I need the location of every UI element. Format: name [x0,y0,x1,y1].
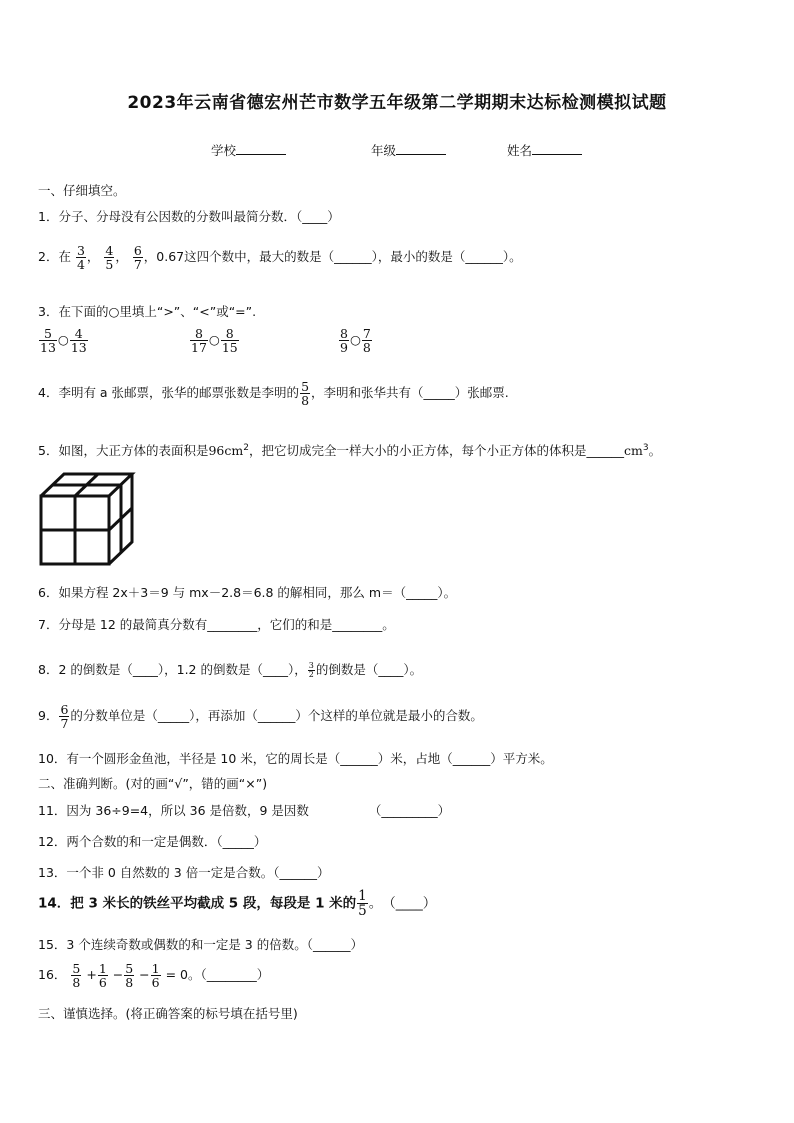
question-6: 6．如果方程 2x＋3＝9 与 mx－2.8＝6.8 的解相同，那么 m＝（_____）。 [38,585,457,600]
section-heading-3: 三、谨慎选择。(将正确答案的标号填在括号里) [38,1006,298,1021]
name-blank[interactable] [532,142,582,155]
fraction: $\frac{3}{4}$ [76,243,85,273]
fraction: $\frac{5}{8}$ [72,961,81,991]
fraction: $\frac{3}{2}$ [308,660,314,679]
compare-pair-2: $\frac{8}{17}$ ○ $\frac{8}{15}$ [191,326,238,356]
question-5: 5．如图，大正方体的表面积是$96cm^2$，把它切成完全一样大小的小正方体，每个小正方体的体积是$\_\_\_\_\_\_cm^3$。 [38,442,662,458]
fraction: $\frac{5}{8}$ [125,961,134,991]
grade-label: 年级 [371,143,397,158]
question-14: 14．把 3 米长的铁丝平均截成 5 段，每段是 1 米的 $\frac{1}{5}$ 。 （____） [38,888,437,920]
q2-prefix: 2．在 [38,249,71,265]
cube-figure [38,469,138,569]
fraction: $\frac{5}{8}$ [301,379,310,409]
question-9: 9． $\frac{6}{7}$ 的分数单位是（_____），再添加（______）个这样的单位就是最小的合数。 [38,702,483,732]
section-heading-2: 二、准确判断。(对的画“√”，错的画“×”) [38,776,268,791]
question-4: 4．李明有 a 张邮票，张华的邮票张数是李明的 $\frac{5}{8}$ ，李明和张华共有（_____）张邮票. [38,379,509,409]
question-10: 10．有一个圆形金鱼池，半径是 10 米，它的周长是（______）米，占地（______）平方米。 [38,751,553,766]
compare-pair-3: $\frac{8}{9}$ ○ $\frac{7}{8}$ [340,326,371,356]
question-7: 7．分母是 12 的最简真分数有________，它们的和是________。 [38,617,395,632]
page-title: 2023年云南省德宏州芒市数学五年级第二学期期末达标检测模拟试题 [127,93,667,113]
compare-circle[interactable]: ○ [349,332,361,348]
grade-blank[interactable] [396,142,446,155]
question-12: 12．两个合数的和一定是偶数．（_____） [38,834,267,849]
fraction: $\frac{1}{6}$ [151,961,160,991]
school-label: 学校 [211,143,237,158]
question-15: 15．3 个连续奇数或偶数的和一定是 3 的倍数。（______） [38,937,363,952]
fraction: $\frac{1}{5}$ [358,888,367,920]
fraction: $\frac{6}{7}$ [60,702,69,732]
question-3: 3．在下面的○里填上“>”、“<”或“=”. [38,304,257,319]
school-field [211,141,286,159]
question-13: 13．一个非 0 自然数的 3 倍一定是合数。（______） [38,865,330,880]
section-heading-1: 一、仔细填空。 [38,183,126,198]
question-16: 16． $\frac{5}{8}$ + $\frac{1}{6}$ − $\frac{5}{8}$ − $\frac{1}{6}$ = 0。（________） [38,961,270,991]
question-2: 2．在 $\frac{3}{4}$ ， $\frac{4}{5}$ ， $\frac{6}{7}$ ，0.67这四个数中，最大的数是（______），最小的数是（______）。 [38,243,522,273]
q2-rest: ，0.67这四个数中，最大的数是（______），最小的数是（______）。 [143,249,522,265]
compare-circle[interactable]: ○ [208,332,220,348]
fraction: $\frac{6}{7}$ [133,243,142,273]
compare-pair-1: $\frac{5}{13}$ ○ $\frac{4}{13}$ [40,326,87,356]
question-11: 11．因为 36÷9=4，所以 36 是倍数，9 是因数 （_________） [38,803,451,818]
school-blank[interactable] [236,142,286,155]
fraction: $\frac{1}{6}$ [98,961,107,991]
question-8: 8．2 的倒数是（____），1.2 的倒数是（____）， $\frac{3}{2}$ 的倒数是（____）。 [38,660,423,679]
compare-circle[interactable]: ○ [57,332,69,348]
fraction: $\frac{4}{5}$ [105,243,114,273]
grade-field [371,141,446,159]
name-field [507,141,582,159]
question-1: 1．分子、分母没有公因数的分数叫最简分数．（____） [38,209,340,224]
name-label: 姓名 [507,143,533,158]
